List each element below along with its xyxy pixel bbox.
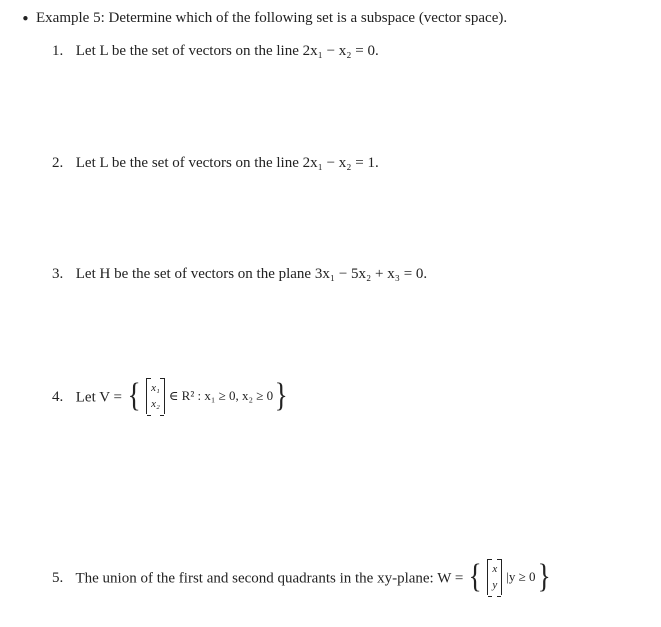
vector-entry-2: x₂ — [151, 398, 160, 410]
example-heading: Example 5: Determine which of the following set is a subspace (vector space). — [36, 10, 508, 26]
set-notation — [467, 559, 552, 595]
list-item-3 — [52, 264, 427, 284]
list-item-1 — [52, 41, 379, 61]
left-brace: { — [468, 558, 482, 595]
vector-entry-1: x₁ — [151, 382, 160, 394]
item-number: 2. — [52, 155, 64, 171]
item-number: 5. — [52, 570, 64, 587]
set-notation — [126, 378, 290, 414]
column-vector — [146, 378, 165, 414]
item-text: Let L be the set of vectors on the line 2x₁ − x₂ = 1. — [75, 155, 379, 171]
column-vector — [487, 559, 502, 595]
item-number: 4. — [52, 389, 64, 406]
item-text: Let H be the set of vectors on the plane 3x₁ − 5x₂ + x₃ = 0. — [75, 266, 428, 282]
right-brace: } — [274, 377, 288, 414]
bullet-icon: • — [21, 10, 30, 28]
item-text: Let L be the set of vectors on the line 2x₁ − x₂ = 0. — [75, 43, 379, 59]
left-brace: { — [127, 377, 141, 414]
right-brace: } — [537, 558, 551, 595]
set-condition: ∈ R² : x₁ ≥ 0, x₂ ≥ 0 — [168, 388, 274, 403]
list-item-4 — [52, 377, 290, 416]
set-condition: |y ≥ 0 — [506, 569, 536, 584]
item-prefix: Let V = — [75, 389, 122, 406]
vector-entry-2: y — [492, 579, 498, 591]
item-number: 1. — [52, 43, 64, 59]
item-prefix: The union of the first and second quadrants in the xy-plane: W = — [75, 570, 464, 587]
item-number: 3. — [52, 266, 64, 282]
list-item-2 — [52, 153, 379, 173]
vector-entry-1: x — [492, 563, 498, 575]
list-item-5 — [52, 558, 552, 597]
